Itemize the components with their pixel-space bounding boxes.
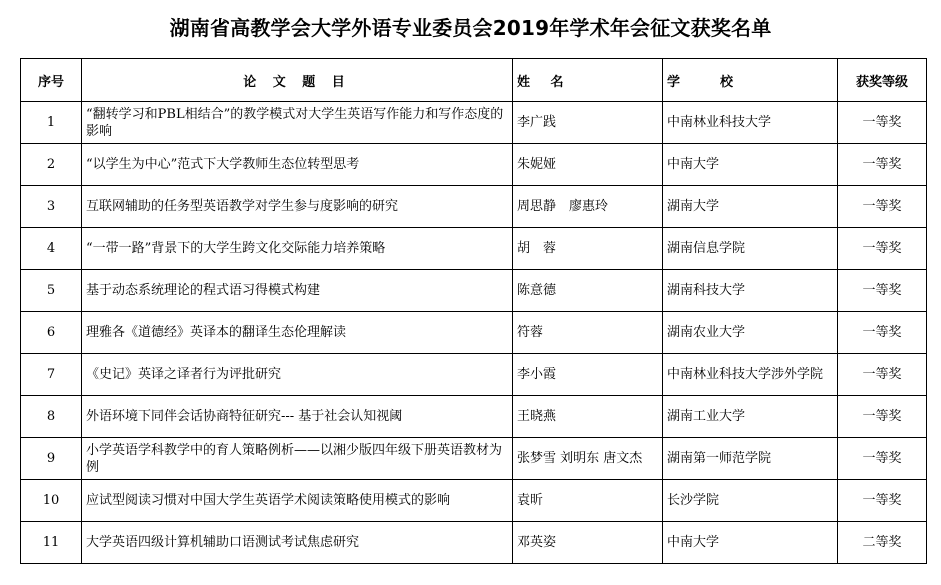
- row-award-level: 一等奖: [838, 480, 927, 522]
- row-award-level: 一等奖: [838, 102, 927, 144]
- row-author-name: 符蓉: [513, 312, 663, 354]
- table-row: [21, 186, 927, 228]
- row-school: 湖南工业大学: [663, 396, 838, 438]
- row-number: 4: [21, 228, 82, 270]
- row-school: 中南林业科技大学: [663, 102, 838, 144]
- row-author-name: 袁昕: [513, 480, 663, 522]
- table-row: [21, 228, 927, 270]
- row-author-name: 陈意德: [513, 270, 663, 312]
- row-number: 9: [21, 438, 82, 480]
- page-title: 湖南省高教学会大学外语专业委员会2019年学术年会征文获奖名单: [169, 16, 772, 40]
- row-number: 11: [21, 522, 82, 564]
- table-row: [21, 102, 927, 144]
- row-paper-title: 理雅各《道德经》英译本的翻译生态伦理解读: [82, 312, 513, 354]
- row-paper-title: 外语环境下同伴会话协商特征研究--- 基于社会认知视阈: [82, 396, 513, 438]
- row-school: 中南大学: [663, 144, 838, 186]
- table-row: [21, 312, 927, 354]
- row-number: 7: [21, 354, 82, 396]
- row-award-level: 一等奖: [838, 144, 927, 186]
- header-serial-number: 序号: [21, 59, 82, 102]
- row-number: 1: [21, 102, 82, 144]
- row-number: 8: [21, 396, 82, 438]
- table-row: [21, 270, 927, 312]
- row-author-name: 张梦雪 刘明东 唐文杰: [513, 438, 663, 480]
- row-paper-title: “以学生为中心”范式下大学教师生态位转型思考: [82, 144, 513, 186]
- row-author-name: 周思静 廖惠玲: [513, 186, 663, 228]
- table-row: [21, 354, 927, 396]
- header-author-name: 姓 名: [513, 59, 663, 102]
- header-award-level: 获奖等级: [838, 59, 927, 102]
- row-school: 湖南农业大学: [663, 312, 838, 354]
- row-number: 3: [21, 186, 82, 228]
- row-school: 长沙学院: [663, 480, 838, 522]
- row-award-level: 一等奖: [838, 438, 927, 480]
- row-paper-title: 《史记》英译之译者行为评批研究: [82, 354, 513, 396]
- row-author-name: 王晓燕: [513, 396, 663, 438]
- table-row: [21, 144, 927, 186]
- row-school: 湖南第一师范学院: [663, 438, 838, 480]
- row-school: 中南大学: [663, 522, 838, 564]
- header-school-char-2: 校: [720, 74, 734, 90]
- row-author-name: 朱妮娅: [513, 144, 663, 186]
- row-award-level: 一等奖: [838, 270, 927, 312]
- row-school: 湖南大学: [663, 186, 838, 228]
- row-number: 5: [21, 270, 82, 312]
- row-paper-title: 大学英语四级计算机辅助口语测试考试焦虑研究: [82, 522, 513, 564]
- row-paper-title: 互联网辅助的任务型英语教学对学生参与度影响的研究: [82, 186, 513, 228]
- row-paper-title: 小学英语学科教学中的育人策略例析——以湘少版四年级下册英语教材为例: [82, 438, 513, 480]
- row-author-name: 邓英姿: [513, 522, 663, 564]
- row-number: 10: [21, 480, 82, 522]
- row-award-level: 一等奖: [838, 312, 927, 354]
- row-author-name: 胡 蓉: [513, 228, 663, 270]
- row-paper-title: “一带一路”背景下的大学生跨文化交际能力培养策略: [82, 228, 513, 270]
- row-school: 湖南科技大学: [663, 270, 838, 312]
- row-author-name: 李广践: [513, 102, 663, 144]
- row-award-level: 一等奖: [838, 396, 927, 438]
- row-award-level: 一等奖: [838, 186, 927, 228]
- table-row: [21, 396, 927, 438]
- header-school: [663, 59, 838, 102]
- row-paper-title: 基于动态系统理论的程式语习得模式构建: [82, 270, 513, 312]
- row-award-level: 一等奖: [838, 354, 927, 396]
- award-list-table: [20, 58, 927, 564]
- row-award-level: 一等奖: [838, 228, 927, 270]
- row-paper-title: 应试型阅读习惯对中国大学生英语学术阅读策略使用模式的影响: [82, 480, 513, 522]
- table-row: [21, 438, 927, 480]
- row-paper-title: “翻转学习和PBL相结合”的教学模式对大学生英语写作能力和写作态度的影响: [82, 102, 513, 144]
- row-author-name: 李小霞: [513, 354, 663, 396]
- table-row: [21, 522, 927, 564]
- row-school: 湖南信息学院: [663, 228, 838, 270]
- table-header-row: [21, 59, 927, 102]
- row-school: 中南林业科技大学涉外学院: [663, 354, 838, 396]
- table-row: [21, 480, 927, 522]
- row-number: 6: [21, 312, 82, 354]
- row-number: 2: [21, 144, 82, 186]
- header-school-char-1: 学: [667, 74, 681, 90]
- row-award-level: 二等奖: [838, 522, 927, 564]
- header-paper-title: 论 文 题 目: [82, 59, 513, 102]
